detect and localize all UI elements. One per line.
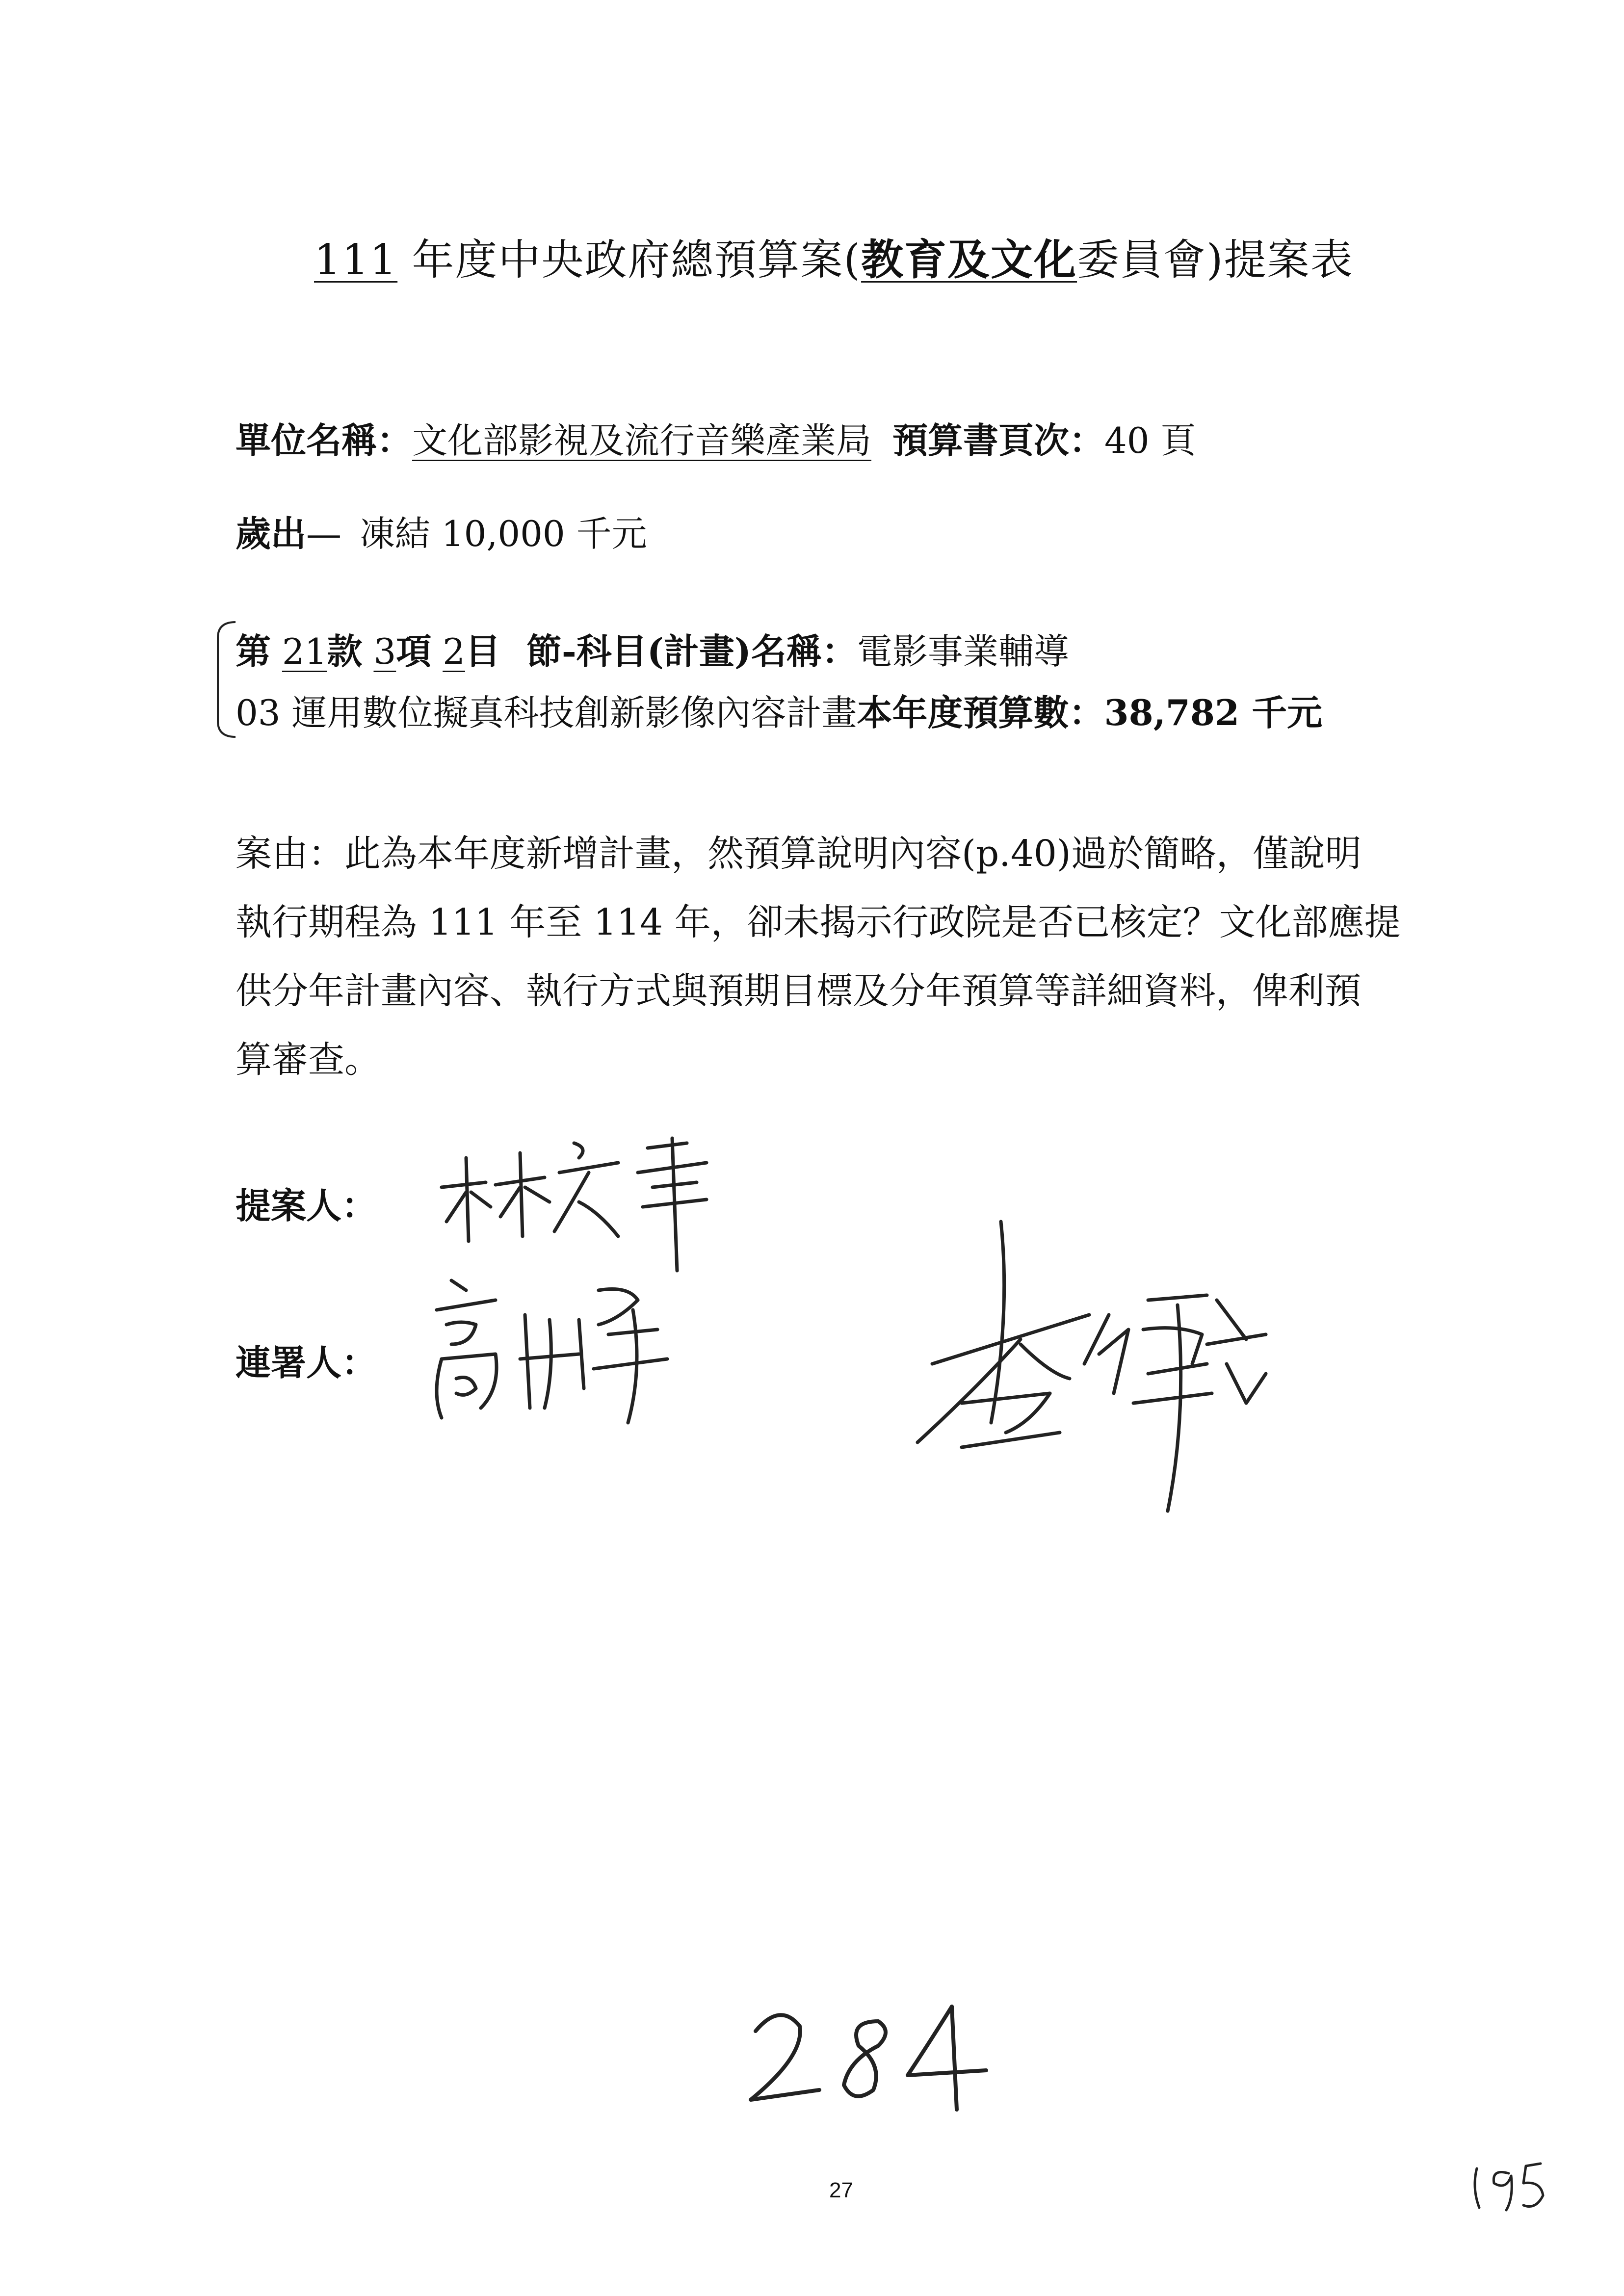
cosigner-label: 連署人： xyxy=(236,1342,377,1383)
item-kuan-label: 款 xyxy=(327,630,363,672)
handwritten-number xyxy=(736,1992,991,2119)
item-xiang-label: 項 xyxy=(396,630,432,672)
budget-label: 本年度預算數： xyxy=(857,692,1104,733)
budget-value: 38,782 千元 xyxy=(1104,692,1323,733)
unit-value: 文化部影視及流行音樂產業局 xyxy=(412,420,872,461)
cosigner-signature-1 xyxy=(422,1261,697,1433)
item-name: 電影事業輔導 xyxy=(857,631,1069,672)
reason-line: 案由：此為本年度新增計畫，然預算說明內容(p.40)過於簡略，僅說明 xyxy=(236,833,1362,875)
item-xiang: 3 xyxy=(373,631,396,672)
item-mu-label: 目 xyxy=(465,630,500,672)
item-mu: 2 xyxy=(443,631,465,672)
corner-number xyxy=(1462,2149,1550,2218)
title-prefix: 年度中央政府總預算案( xyxy=(412,235,862,285)
page-value: 40 頁 xyxy=(1104,420,1196,461)
reason-line: 算審查。 xyxy=(236,1039,381,1081)
page-number: 27 xyxy=(829,2178,853,2202)
item-jie: 節-科目(計畫)名稱： xyxy=(526,630,857,672)
proposer-label: 提案人： xyxy=(236,1185,377,1226)
title-committee: 教育及文化 xyxy=(861,235,1077,285)
title-suffix: 委員會)提案表 xyxy=(1077,235,1354,285)
cosigner-signature-2 xyxy=(903,1217,1276,1521)
unit-label: 單位名稱： xyxy=(236,419,413,461)
expenditure-value: 凍結 10,000 千元 xyxy=(359,513,647,554)
unit-line xyxy=(236,412,1196,463)
reason-paragraph xyxy=(236,819,1401,1094)
expenditure-label: 歲出 xyxy=(236,513,307,554)
expenditure-line xyxy=(236,505,647,556)
item-di: 第 xyxy=(236,630,271,672)
proposer-signature xyxy=(432,1128,746,1276)
item-kuan: 21 xyxy=(282,631,327,672)
document-title xyxy=(314,226,1354,287)
title-year: 111 xyxy=(314,235,398,285)
reason-line: 供分年計畫內容、執行方式與預期目標及分年預算等詳細資料，俾利預 xyxy=(236,970,1361,1012)
reason-line: 執行期程為 111 年至 114 年，卻未揭示行政院是否已核定？文化部應提 xyxy=(236,901,1401,943)
item-line-1 xyxy=(236,623,1069,674)
page-label: 預算書頁次： xyxy=(892,419,1104,461)
item-line-2 xyxy=(236,684,1322,735)
expenditure-dash: — xyxy=(306,513,342,554)
item-plan: 03 運用數位擬真科技創新影像內容計畫 xyxy=(236,692,857,733)
